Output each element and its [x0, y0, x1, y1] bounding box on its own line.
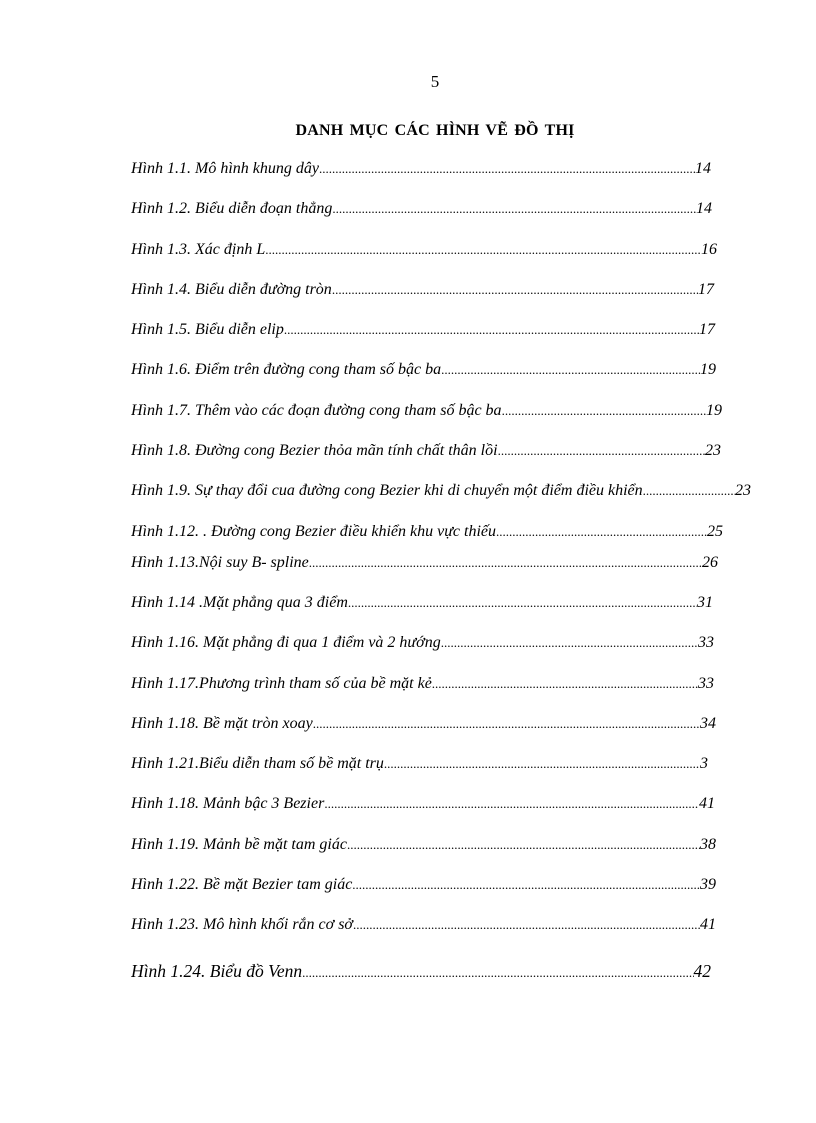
list-item: [131, 961, 751, 1001]
figure-label: Hình 1.5. Biểu diễn elip: [131, 321, 284, 339]
figure-label: Hình 1.8. Đường cong Bezier thỏa mãn tính chất thân lồi: [131, 442, 498, 460]
list-item: [131, 200, 751, 240]
figure-label: Hình 1.19. Mảnh bề mặt tam giác: [131, 835, 347, 853]
figure-page: 3: [700, 755, 708, 773]
dot-leader: [384, 756, 700, 772]
dot-leader: [432, 676, 698, 692]
figure-label: Hình 1.17.Phương trình tham số của bề mặt kẻ: [131, 674, 432, 692]
figure-page: 19: [700, 361, 716, 379]
figure-page: 23: [705, 442, 721, 460]
list-item: [131, 523, 751, 554]
figure-page: 38: [700, 835, 716, 853]
figure-label: Hình 1.18. Mảnh bậc 3 Bezier: [131, 795, 325, 813]
list-item: [131, 836, 751, 876]
figure-page: 31: [697, 593, 713, 611]
figure-page: 33: [698, 674, 714, 692]
figure-label: Hình 1.12. . Đường cong Bezier điều khiển khu vực thiếu: [131, 522, 497, 540]
dot-leader: [284, 322, 699, 338]
figure-label: Hình 1.18. Bề mặt tròn xoay: [131, 714, 313, 732]
dot-leader: [319, 161, 695, 177]
list-item: [131, 755, 751, 795]
dot-leader: [302, 965, 693, 981]
dot-leader: [309, 555, 702, 571]
figure-page: 14: [696, 200, 712, 218]
dot-leader: [265, 242, 701, 258]
dot-leader: [352, 877, 700, 893]
figure-list: [131, 160, 751, 1001]
dot-leader: [348, 595, 697, 611]
list-item: [131, 554, 751, 594]
figure-label: Hình 1.22. Bề mặt Bezier tam giác: [131, 876, 353, 894]
dot-leader: [353, 917, 700, 933]
figure-page: 26: [702, 553, 718, 571]
dot-leader: [332, 201, 696, 217]
dot-leader: [498, 443, 705, 459]
list-item: [131, 321, 751, 361]
figure-page: 42: [693, 960, 711, 981]
dot-leader: [441, 362, 700, 378]
figure-page: 23: [735, 482, 751, 500]
list-item: [131, 402, 751, 442]
list-item: [131, 241, 751, 281]
figure-label: Hình 1.6. Điểm trên đường cong tham số bậc ba: [131, 361, 442, 379]
figure-label: Hình 1.13.Nội suy B- spline: [131, 553, 309, 571]
figure-page: 19: [706, 401, 722, 419]
list-item: [131, 482, 751, 522]
figure-page: 41: [700, 916, 716, 934]
figure-page: 41: [699, 795, 715, 813]
list-item: [131, 795, 751, 835]
list-item: [131, 160, 751, 200]
figure-page: 16: [701, 240, 717, 258]
figure-page: 34: [700, 714, 716, 732]
list-item: [131, 281, 751, 321]
figure-label: Hình 1.3. Xác định L: [131, 240, 266, 258]
dot-leader: [496, 524, 707, 540]
figure-label: Hình 1.23. Mô hình khối rắn cơ sở: [131, 916, 353, 934]
figure-page: 17: [698, 280, 714, 298]
dot-leader: [324, 796, 699, 812]
figure-label: Hình 1.4. Biểu diễn đường tròn: [131, 280, 332, 298]
list-item: [131, 442, 751, 482]
figure-label: Hình 1.21.Biểu diễn tham số bề mặt trụ: [131, 755, 384, 773]
list-item: [131, 715, 751, 755]
dot-leader: [502, 403, 706, 419]
dot-leader: [643, 483, 735, 499]
list-item: [131, 594, 751, 634]
list-item: [131, 361, 751, 401]
figure-label: Hình 1.24. Biểu đồ Venn: [131, 960, 303, 981]
figure-page: 14: [695, 160, 711, 177]
page-number: 5: [430, 72, 440, 91]
figure-page: 17: [699, 321, 715, 339]
figure-page: 39: [700, 876, 716, 894]
figure-page: 33: [698, 634, 714, 652]
dot-leader: [441, 635, 698, 651]
dot-leader: [313, 716, 700, 732]
figure-label: Hình 1.7. Thêm vào các đoạn đường cong tham số bậc ba: [131, 401, 502, 419]
dot-leader: [347, 837, 700, 853]
list-item: [131, 675, 751, 715]
list-item: [131, 916, 751, 956]
figure-label: Hình 1.14 .Mặt phẳng qua 3 điểm: [131, 593, 348, 611]
page-title: DANH MỤC CÁC HÌNH VẼ ĐỒ THỊ: [295, 122, 575, 139]
list-item: [131, 634, 751, 674]
figure-label: Hình 1.9. Sự thay đổi cua đường cong Bezier khi di chuyển một điểm điều khiển: [131, 482, 643, 500]
figure-label: Hình 1.1. Mô hình khung dây: [131, 160, 319, 177]
figure-page: 25: [707, 522, 723, 540]
figure-label: Hình 1.16. Mặt phẳng đi qua 1 điểm và 2 hướng: [131, 634, 441, 652]
list-item: [131, 876, 751, 916]
dot-leader: [332, 282, 698, 298]
figure-label: Hình 1.2. Biểu diễn đoạn thẳng: [131, 200, 333, 218]
